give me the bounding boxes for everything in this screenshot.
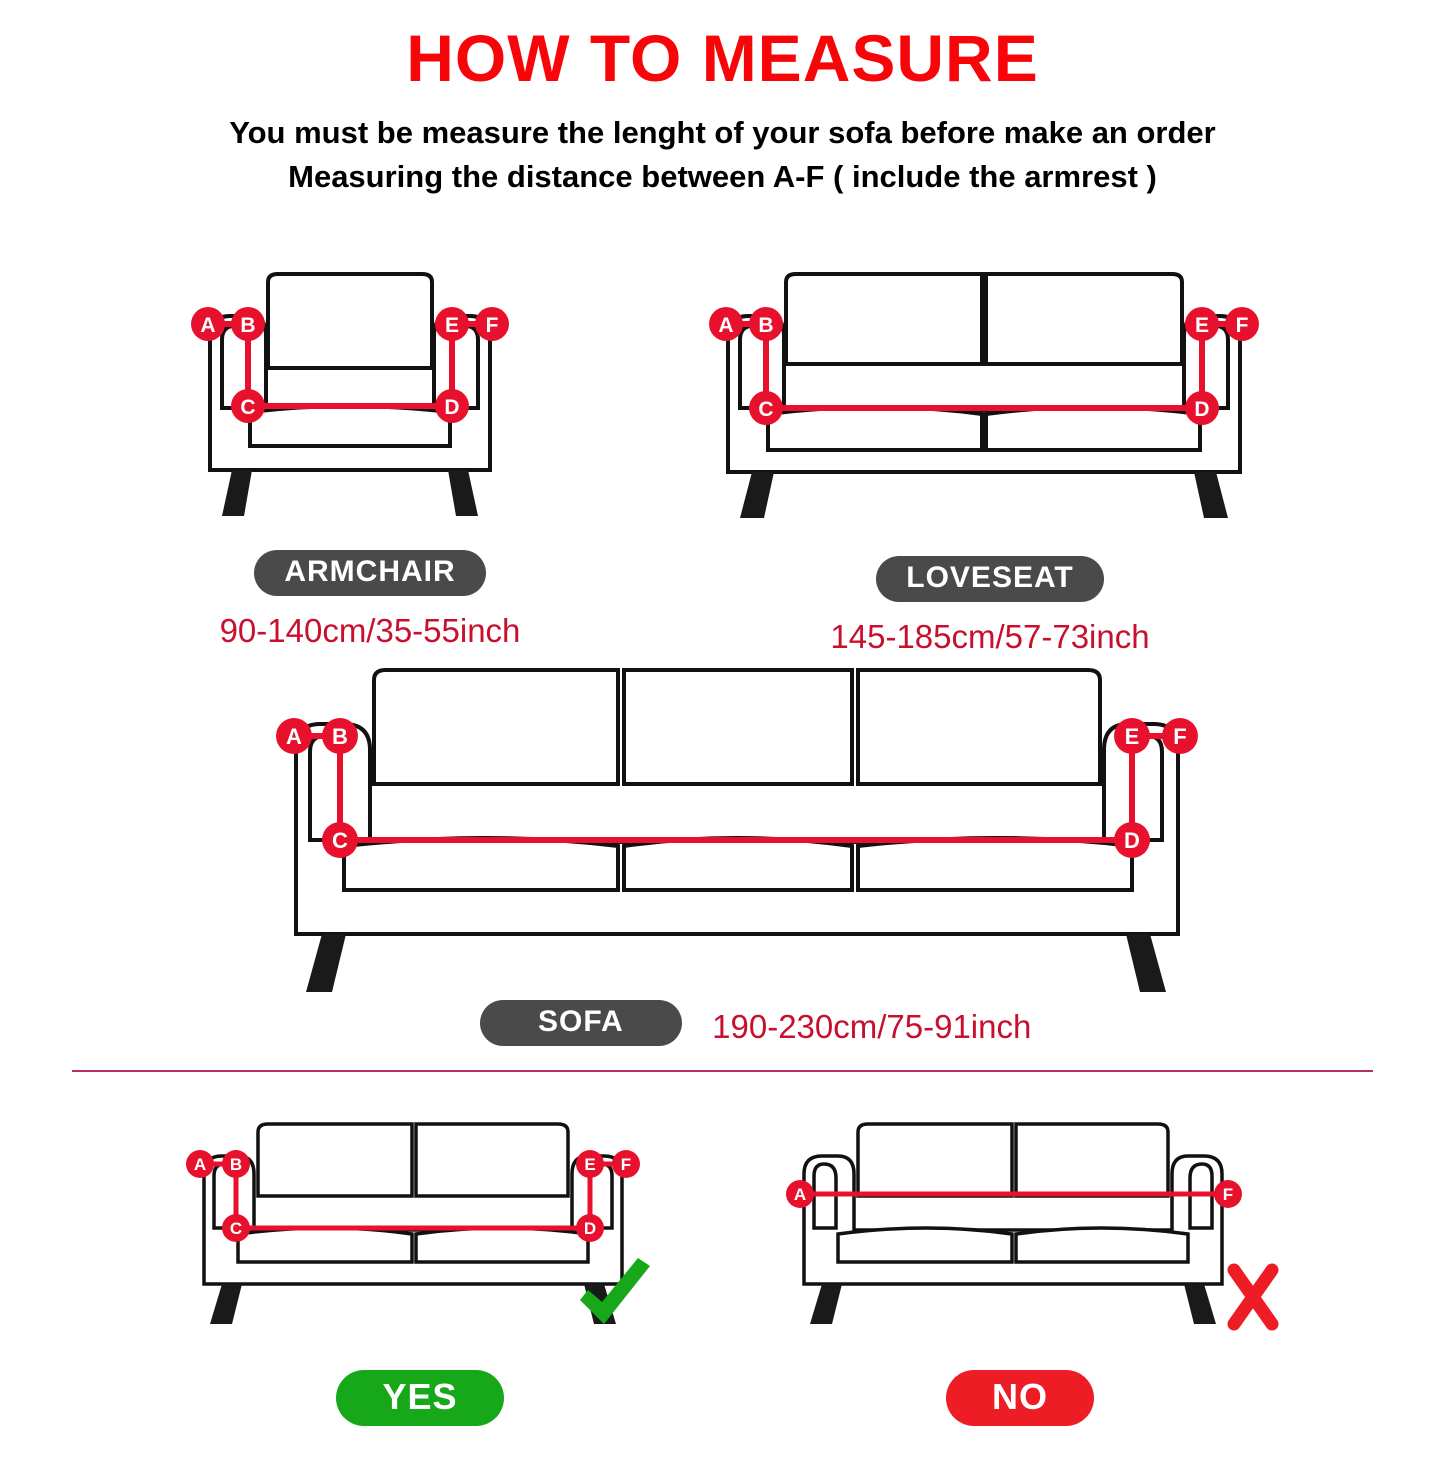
- svg-text:F: F: [1222, 1185, 1234, 1204]
- sofa-dimensions: 190-230cm/75-91inch: [712, 1007, 1032, 1045]
- sofa-figure: [270, 654, 1200, 1014]
- sofa-label: SOFA: [480, 1000, 682, 1046]
- svg-text:D: D: [1124, 828, 1140, 853]
- svg-text:C: C: [758, 398, 774, 421]
- sofa-caption-block: [480, 1000, 1100, 1046]
- correct-example-caption: [180, 1370, 660, 1426]
- yes-label: YES: [336, 1370, 503, 1426]
- loveseat-figure: [700, 260, 1280, 535]
- svg-text:F: F: [620, 1155, 632, 1174]
- svg-text:C: C: [229, 1219, 243, 1238]
- cross-mark-icon: [1234, 1270, 1272, 1324]
- svg-text:A: A: [193, 1155, 207, 1174]
- no-label: NO: [946, 1370, 1094, 1426]
- svg-text:C: C: [332, 828, 348, 853]
- armchair-dimensions: 90-140cm/35-55inch: [219, 612, 521, 649]
- svg-text:A: A: [200, 314, 216, 337]
- svg-text:F: F: [485, 314, 499, 337]
- svg-text:B: B: [758, 314, 774, 337]
- incorrect-example-figure: [780, 1112, 1280, 1342]
- svg-text:B: B: [229, 1155, 243, 1174]
- svg-text:D: D: [583, 1219, 597, 1238]
- svg-text:D: D: [444, 396, 460, 419]
- subtitle-line-2: Measuring the distance between A-F ( include the armrest ): [288, 158, 1157, 194]
- svg-text:B: B: [332, 724, 348, 749]
- svg-text:A: A: [793, 1185, 807, 1204]
- incorrect-example-caption: [780, 1370, 1260, 1426]
- section-divider: [72, 1070, 1373, 1072]
- svg-text:F: F: [1173, 724, 1187, 749]
- subtitle-line-1: You must be measure the lenght of your sofa before make an order: [229, 114, 1216, 150]
- armchair-caption-block: [170, 550, 570, 650]
- svg-text:D: D: [1194, 398, 1210, 421]
- page-title: HOW TO MEASURE: [406, 21, 1039, 95]
- svg-text:F: F: [1235, 314, 1249, 337]
- svg-text:E: E: [1124, 724, 1140, 749]
- loveseat-label: LOVESEAT: [876, 556, 1103, 602]
- svg-text:A: A: [286, 724, 302, 749]
- svg-text:B: B: [240, 314, 256, 337]
- svg-text:E: E: [1194, 314, 1210, 337]
- svg-text:E: E: [584, 1155, 596, 1174]
- correct-example-figure: [180, 1112, 660, 1342]
- svg-text:A: A: [718, 314, 734, 337]
- how-to-measure-infographic: [0, 22, 1445, 1467]
- page-subtitle: [0, 111, 1445, 199]
- svg-text:E: E: [444, 314, 460, 337]
- armchair-label: ARMCHAIR: [254, 550, 485, 596]
- armchair-figure: [170, 260, 570, 535]
- loveseat-dimensions: 145-185cm/57-73inch: [830, 618, 1150, 655]
- svg-text:C: C: [240, 396, 256, 419]
- loveseat-caption-block: [700, 556, 1280, 656]
